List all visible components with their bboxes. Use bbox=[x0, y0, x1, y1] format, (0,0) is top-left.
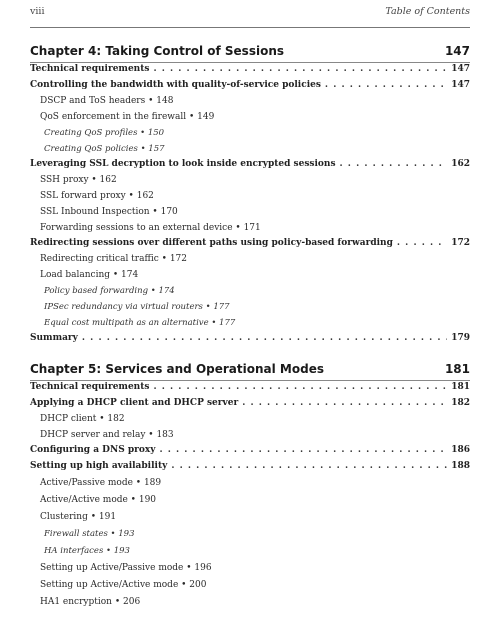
leader-dots bbox=[82, 333, 447, 343]
chapter-page: 181 bbox=[444, 362, 470, 376]
leader-dots bbox=[397, 238, 447, 248]
leader-dots bbox=[242, 398, 447, 408]
toc-subsubsection[interactable]: Equal cost multipath as an alternative • 177 bbox=[44, 318, 236, 328]
toc-section[interactable] bbox=[30, 333, 470, 349]
section-page: 162 bbox=[451, 159, 470, 169]
chapter-page: 147 bbox=[444, 44, 470, 58]
toc-subsection[interactable]: QoS enforcement in the firewall • 149 bbox=[40, 112, 215, 122]
toc-section[interactable] bbox=[30, 445, 470, 461]
toc-section[interactable] bbox=[30, 159, 470, 175]
section-page: 172 bbox=[451, 238, 470, 248]
toc-subsection[interactable]: Active/Passive mode • 189 bbox=[40, 478, 162, 488]
section-page: 181 bbox=[451, 382, 470, 392]
section-title: Controlling the bandwidth with quality-of-service policies bbox=[30, 80, 321, 90]
chapter-heading[interactable] bbox=[30, 362, 470, 376]
chapter-rule bbox=[30, 380, 470, 381]
toc-subsubsection[interactable]: IPSec redundancy via virtual routers • 177 bbox=[44, 302, 230, 312]
toc-subsection[interactable]: Load balancing • 174 bbox=[40, 270, 139, 280]
toc-subsubsection[interactable]: HA interfaces • 193 bbox=[44, 546, 130, 556]
toc-subsection[interactable]: Redirecting critical traffic • 172 bbox=[40, 254, 187, 264]
toc-section[interactable] bbox=[30, 461, 470, 477]
section-title: Technical requirements bbox=[30, 382, 150, 392]
page-number: viii bbox=[30, 6, 45, 17]
toc-subsubsection[interactable]: Creating QoS profiles • 150 bbox=[44, 128, 165, 138]
toc-subsection[interactable]: Clustering • 191 bbox=[40, 512, 117, 522]
leader-dots bbox=[171, 461, 447, 471]
leader-dots bbox=[159, 445, 447, 455]
section-page: 188 bbox=[451, 461, 470, 471]
section-title: Summary bbox=[30, 333, 78, 343]
section-title: Configuring a DNS proxy bbox=[30, 445, 156, 455]
leader-dots bbox=[153, 382, 447, 392]
header-rule bbox=[30, 27, 470, 28]
toc-section[interactable] bbox=[30, 382, 470, 398]
toc-subsubsection[interactable]: Firewall states • 193 bbox=[44, 529, 135, 539]
section-title: Leveraging SSL decryption to look inside encrypted sessions bbox=[30, 159, 336, 169]
section-page: 179 bbox=[451, 333, 470, 343]
toc-subsection[interactable]: Forwarding sessions to an external device • 171 bbox=[40, 223, 261, 233]
toc-section[interactable] bbox=[30, 238, 470, 254]
toc-subsection[interactable]: SSL Inbound Inspection • 170 bbox=[40, 207, 178, 217]
section-page: 147 bbox=[451, 64, 470, 74]
toc-subsection[interactable]: Setting up Active/Active mode • 200 bbox=[40, 580, 207, 590]
section-title: Technical requirements bbox=[30, 64, 150, 74]
toc-section[interactable] bbox=[30, 80, 470, 96]
chapter-title: Chapter 5: Services and Operational Modes bbox=[30, 362, 324, 376]
section-title: Setting up high availability bbox=[30, 461, 168, 471]
section-page: 147 bbox=[451, 80, 470, 90]
chapter-rule bbox=[30, 62, 470, 63]
leader-dots bbox=[340, 159, 448, 169]
section-title: Applying a DHCP client and DHCP server bbox=[30, 398, 239, 408]
toc-subsection[interactable]: SSH proxy • 162 bbox=[40, 175, 117, 185]
section-title: Redirecting sessions over different paths using policy-based forwarding bbox=[30, 238, 393, 248]
toc-subsection[interactable]: DHCP client • 182 bbox=[40, 414, 125, 424]
chapter-title: Chapter 4: Taking Control of Sessions bbox=[30, 44, 285, 58]
running-title: Table of Contents bbox=[385, 6, 470, 17]
toc-subsection[interactable]: Active/Active mode • 190 bbox=[40, 495, 157, 505]
toc-section[interactable] bbox=[30, 64, 470, 80]
leader-dots bbox=[153, 64, 447, 74]
leader-dots bbox=[325, 80, 447, 90]
toc-subsection[interactable]: DHCP server and relay • 183 bbox=[40, 430, 174, 440]
section-page: 186 bbox=[451, 445, 470, 455]
toc-subsubsection[interactable]: Policy based forwarding • 174 bbox=[44, 286, 175, 296]
chapter-heading[interactable] bbox=[30, 44, 470, 58]
section-page: 182 bbox=[451, 398, 470, 408]
toc-subsubsection[interactable]: Creating QoS policies • 157 bbox=[44, 144, 165, 154]
toc-subsection[interactable]: Setting up Active/Passive mode • 196 bbox=[40, 563, 212, 573]
toc-subsection[interactable]: SSL forward proxy • 162 bbox=[40, 191, 154, 201]
toc-subsection[interactable]: DSCP and ToS headers • 148 bbox=[40, 96, 174, 106]
toc-subsection[interactable]: HA1 encryption • 206 bbox=[40, 597, 141, 607]
toc-section[interactable] bbox=[30, 398, 470, 414]
